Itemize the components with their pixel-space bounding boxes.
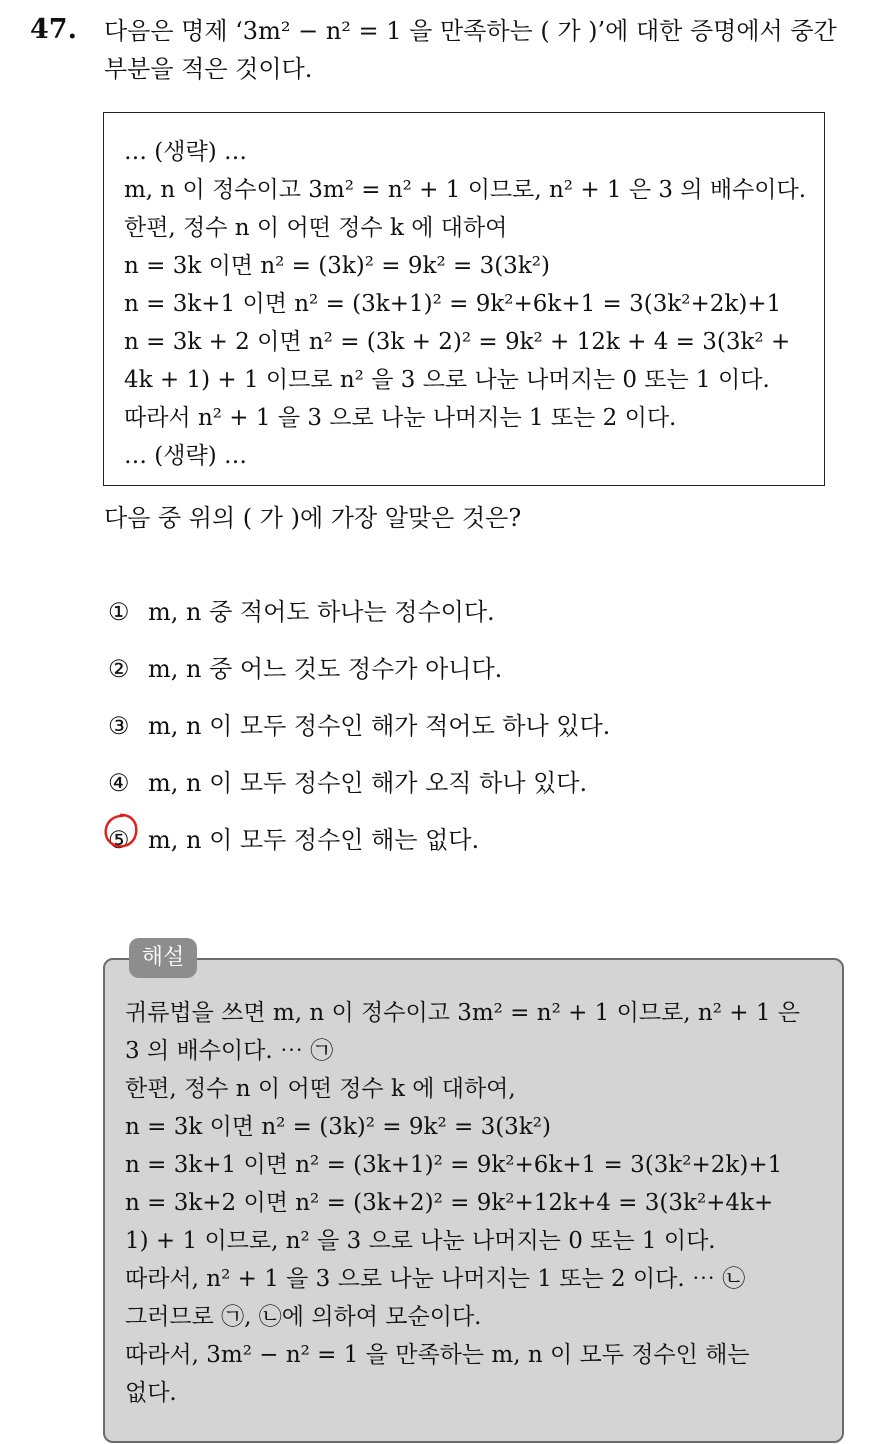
- choice-mark: ②: [108, 655, 130, 683]
- proof-line: n = 3k 이면 n² = (3k)² = 9k² = 3(3k²): [124, 253, 550, 279]
- explanation-line: 없다.: [125, 1380, 177, 1406]
- explanation-line: 3 의 배수이다. ⋯ ㉠: [125, 1038, 334, 1064]
- explanation-line: 따라서, 3m² − n² = 1 을 만족하는 m, n 이 모두 정수인 해는: [125, 1342, 750, 1368]
- explanation-line: 따라서, n² + 1 을 3 으로 나눈 나머지는 1 또는 2 이다. ⋯ ㉡: [125, 1266, 746, 1292]
- proof-line: 4k + 1) + 1 이므로 n² 을 3 으로 나눈 나머지는 0 또는 1 이다.: [124, 367, 770, 393]
- choice-mark: ⑤: [108, 826, 130, 854]
- explanation-line: n = 3k+1 이면 n² = (3k+1)² = 9k²+6k+1 = 3(3k²+2k)+1: [125, 1152, 783, 1178]
- stem-line: 부분을 적은 것이다.: [104, 55, 313, 83]
- explanation-line: 1) + 1 이므로, n² 을 3 으로 나눈 나머지는 0 또는 1 이다.: [125, 1228, 716, 1254]
- choice-text: m, n 이 모두 정수인 해가 오직 하나 있다.: [148, 769, 588, 797]
- explanation-body: [125, 994, 830, 1412]
- choice-2[interactable]: [108, 649, 610, 706]
- proof-line: 따라서 n² + 1 을 3 으로 나눈 나머지는 1 또는 2 이다.: [124, 405, 677, 431]
- proof-line: … (생략) …: [124, 443, 248, 469]
- choice-text: m, n 이 모두 정수인 해는 없다.: [148, 826, 480, 854]
- proof-box: [103, 112, 825, 486]
- question-stem: [104, 12, 874, 88]
- proof-line: n = 3k + 2 이면 n² = (3k + 2)² = 9k² + 12k + 4 = 3(3k² +: [124, 329, 791, 355]
- choice-1[interactable]: [108, 592, 610, 649]
- sub-question: 다음 중 위의 ( 가 )에 가장 알맞은 것은?: [104, 504, 522, 532]
- choice-5[interactable]: [108, 820, 610, 877]
- explanation-line: 한편, 정수 n 이 어떤 정수 k 에 대하여,: [125, 1076, 516, 1102]
- explanation-line: n = 3k 이면 n² = (3k)² = 9k² = 3(3k²): [125, 1114, 551, 1140]
- choice-3[interactable]: [108, 706, 610, 763]
- choice-list: [108, 592, 610, 877]
- choice-4[interactable]: [108, 763, 610, 820]
- stem-line: 다음은 명제 ‘3m² − n² = 1 을 만족하는 ( 가 )’에 대한 증명에서 중간: [104, 17, 837, 45]
- choice-mark: ④: [108, 769, 130, 797]
- proof-line: 한편, 정수 n 이 어떤 정수 k 에 대하여: [124, 215, 508, 241]
- choice-mark: ①: [108, 598, 130, 626]
- choice-mark: ③: [108, 712, 130, 740]
- explanation-line: 귀류법을 쓰면 m, n 이 정수이고 3m² = n² + 1 이므로, n² + 1 은: [125, 1000, 800, 1026]
- explanation-tag: 해설: [129, 938, 197, 978]
- choice-text: m, n 이 모두 정수인 해가 적어도 하나 있다.: [148, 712, 611, 740]
- proof-line: n = 3k+1 이면 n² = (3k+1)² = 9k²+6k+1 = 3(3k²+2k)+1: [124, 291, 782, 317]
- explanation-line: 그러므로 ㉠, ㉡에 의하여 모순이다.: [125, 1304, 482, 1330]
- question-number: 47.: [30, 14, 77, 45]
- choice-text: m, n 중 어느 것도 정수가 아니다.: [148, 655, 503, 683]
- proof-line: m, n 이 정수이고 3m² = n² + 1 이므로, n² + 1 은 3 의 배수이다.: [124, 177, 807, 203]
- explanation-line: n = 3k+2 이면 n² = (3k+2)² = 9k²+12k+4 = 3(3k²+4k+: [125, 1190, 774, 1216]
- choice-text: m, n 중 적어도 하나는 정수이다.: [148, 598, 495, 626]
- proof-line: … (생략) …: [124, 139, 248, 165]
